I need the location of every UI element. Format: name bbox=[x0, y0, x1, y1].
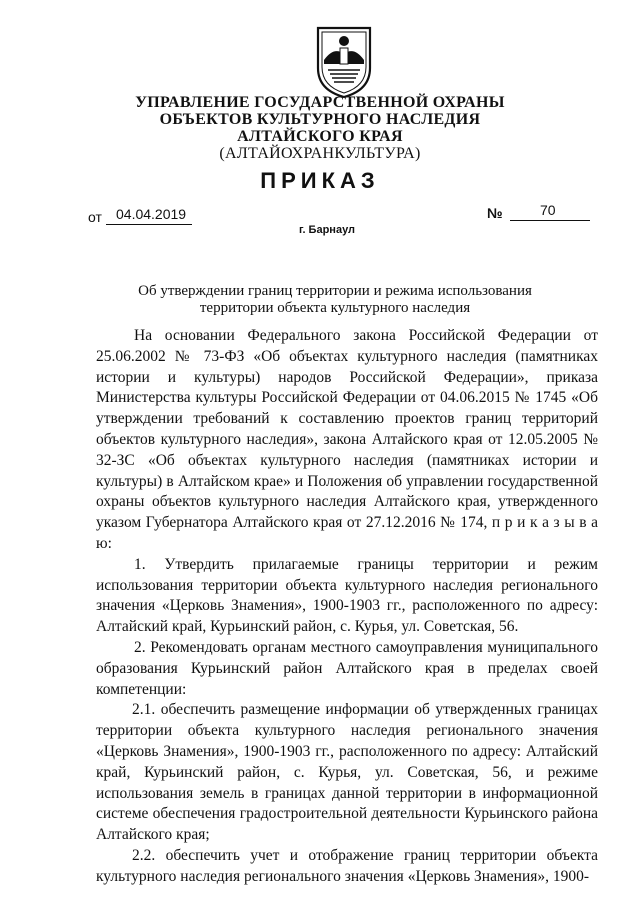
order-subject: Об утверждении границ территории и режима использования территории объекта культурного наследия bbox=[138, 283, 532, 316]
number-underline bbox=[510, 220, 590, 221]
preamble-paragraph: На основании Федерального закона Российской Федерации от 25.06.2002 № 73-ФЗ «Об объектах культурного наследия (памятниках истории и культуры) народов Российской Федерации», приказа Министерства культуры Российской Федерации от 04.06.2015 № 1745 «Об утверждении требований к составлению проектов границ территорий объектов культурного наследия», закона Алтайского края от 12.05.2005 № 32-ЗС «Об объектах культурного наследия (памятниках истории и культуры) в Алтайском крае» и Положения об управлении государственной охраны объектов культурного наследия Алтайского края, утвержденного указом Губернатора Алтайского края от 27.12.2016 № 174, п р и к а з ы в а ю: bbox=[96, 327, 598, 552]
order-body bbox=[96, 326, 598, 888]
coat-of-arms-emblem bbox=[314, 24, 374, 100]
clause-2: 2. Рекомендовать органам местного самоуправления муниципального образования Курьинский район Алтайского края в пределах своей компетенции: bbox=[96, 638, 598, 698]
clause-1: 1. Утвердить прилагаемые границы территории и режим использования территории объекта культурного наследия регионального значения «Церковь Знамения», 1900-1903 гг., расположенного по адресу: Алтайский край, Курьинский район, с. Курья, ул. Советская, 56. bbox=[96, 555, 598, 636]
agency-abbreviation: (АЛТАЙОХРАНКУЛЬТУРА) bbox=[219, 145, 421, 162]
date-prefix: от bbox=[88, 209, 102, 225]
order-number: 70 bbox=[540, 202, 556, 218]
document-type-title: ПРИКАЗ bbox=[260, 168, 380, 193]
agency-name-line-3: АЛТАЙСКОГО КРАЯ bbox=[237, 128, 403, 145]
clause-2-1: 2.1. обеспечить размещение информации об утвержденных границах территории объекта культурного наследия регионального значения «Церковь Знамения», 1900-1903 гг., расположенного по адресу: Алтайский край, Курьинский район, с. Курья, ул. Советская, 56, и режиме использования земель в границах данной территории в информационной системе обеспечения градостроительной деятельности Курьинского района Алтайского края; bbox=[96, 701, 598, 844]
order-date: 04.04.2019 bbox=[116, 206, 187, 222]
clause-2-2: 2.2. обеспечить учет и отображение границ территории объекта культурного наследия регионального значения «Церковь Знамения», 1900- bbox=[96, 846, 598, 885]
number-prefix: № bbox=[487, 205, 503, 221]
agency-name-line-2: ОБЪЕКТОВ КУЛЬТУРНОГО НАСЛЕДИЯ bbox=[159, 111, 481, 128]
agency-name-line-1: УПРАВЛЕНИЕ ГОСУДАРСТВЕННОЙ ОХРАНЫ bbox=[135, 94, 505, 111]
city-name: г. Барнаул bbox=[298, 224, 356, 236]
